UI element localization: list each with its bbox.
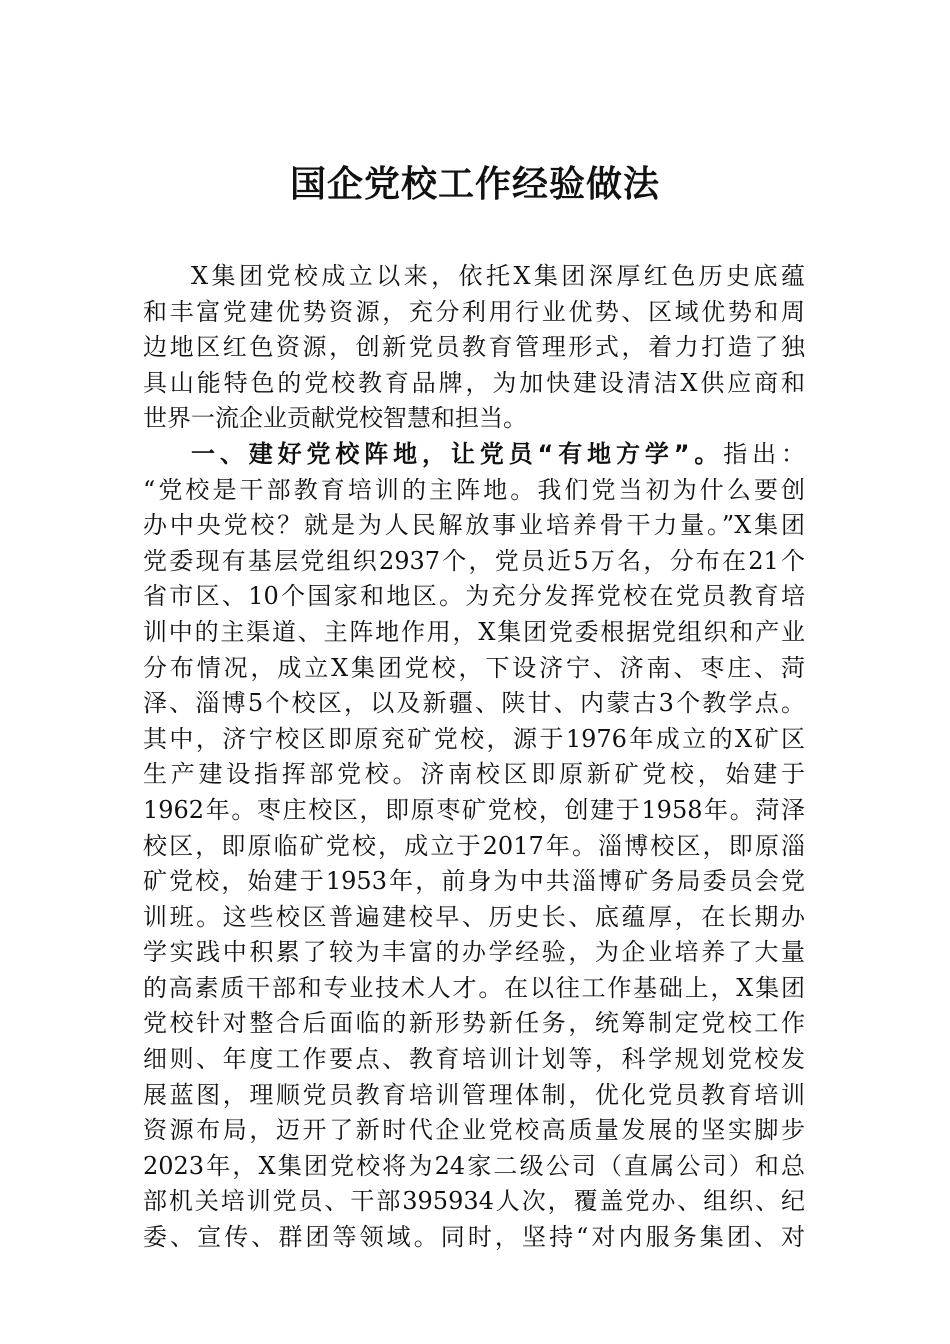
text-line: 1962年。枣庄校区，即原枣矿党校，创建于1958年。菏泽	[143, 795, 805, 824]
text-line: 学实践中积累了较为丰富的办学经验，为企业培养了大量	[143, 938, 805, 967]
text-line: 分布情况，成立X集团党校，下设济宁、济南、枣庄、菏	[143, 653, 805, 682]
text-line: 委、宣传、群团等领域。同时，坚持“对内服务集团、对	[143, 1223, 805, 1252]
text-line: 省市区、10个国家和地区。为充分发挥党校在党员教育培	[143, 582, 805, 611]
text-line: 党校针对整合后面临的新形势新任务，统筹制定党校工作	[143, 1009, 805, 1038]
text-line: 其中，济宁校区即原兖矿党校，源于1976年成立的X矿区	[143, 724, 805, 753]
text-line: 训中的主渠道、主阵地作用，X集团党委根据党组织和产业	[143, 617, 805, 646]
text-line: 部机关培训党员、干部395934人次，覆盖党办、组织、纪	[143, 1187, 805, 1216]
section-heading-line	[143, 437, 805, 473]
text-line: X集团党校成立以来，依托X集团深厚红色历史底蕴	[191, 262, 805, 290]
text-line: 泽、淄博5个校区，以及新疆、陕甘、内蒙古3个教学点。	[143, 689, 805, 718]
text-line: 矿党校，始建于1953年，前身为中共淄博矿务局委员会党	[143, 867, 805, 896]
text-line: 展蓝图，理顺党员教育培训管理体制，优化党员教育培训	[143, 1080, 805, 1109]
section-heading-continuation: 指出：	[723, 439, 806, 468]
text-line: 的高素质干部和专业技术人才。在以往工作基础上，X集团	[143, 973, 805, 1002]
text-line: 训班。这些校区普遍建校早、历史长、底蕴厚，在长期办	[143, 902, 805, 931]
text-line: 和丰富党建优势资源，充分利用行业优势、区域优势和周	[143, 297, 805, 326]
text-line: “党校是干部教育培训的主阵地。我们党当初为什么要创	[143, 475, 805, 504]
section-heading: 一、建好党校阵地，让党员“有地方学”。	[191, 439, 724, 468]
section-1-paragraph	[143, 437, 805, 1256]
intro-paragraph	[143, 259, 805, 437]
text-line: 校区，即原临矿党校，成立于2017年。淄博校区，即原淄	[143, 831, 805, 860]
text-line: 细则、年度工作要点、教育培训计划等，科学规划党校发	[143, 1045, 805, 1074]
text-line: 办中央党校？就是为人民解放事业培养骨干力量。”X集团	[143, 511, 805, 540]
text-line: 2023年，X集团党校将为24家二级公司（直属公司）和总	[143, 1151, 805, 1180]
text-line: 边地区红色资源，创新党员教育管理形式，着力打造了独	[143, 333, 805, 362]
document-title: 国企党校工作经验做法	[289, 163, 660, 205]
document-body	[143, 259, 805, 1256]
text-line: 资源布局，迈开了新时代企业党校高质量发展的坚实脚步	[143, 1116, 805, 1145]
text-line: 生产建设指挥部党校。济南校区即原新矿党校，始建于	[143, 760, 805, 789]
text-line: 党委现有基层党组织2937个，党员近5万名，分布在21个	[143, 546, 805, 575]
text-line: 世界一流企业贡献党校智慧和担当。	[143, 404, 527, 433]
text-line: 具山能特色的党校教育品牌，为加快建设清洁X供应商和	[143, 368, 805, 397]
